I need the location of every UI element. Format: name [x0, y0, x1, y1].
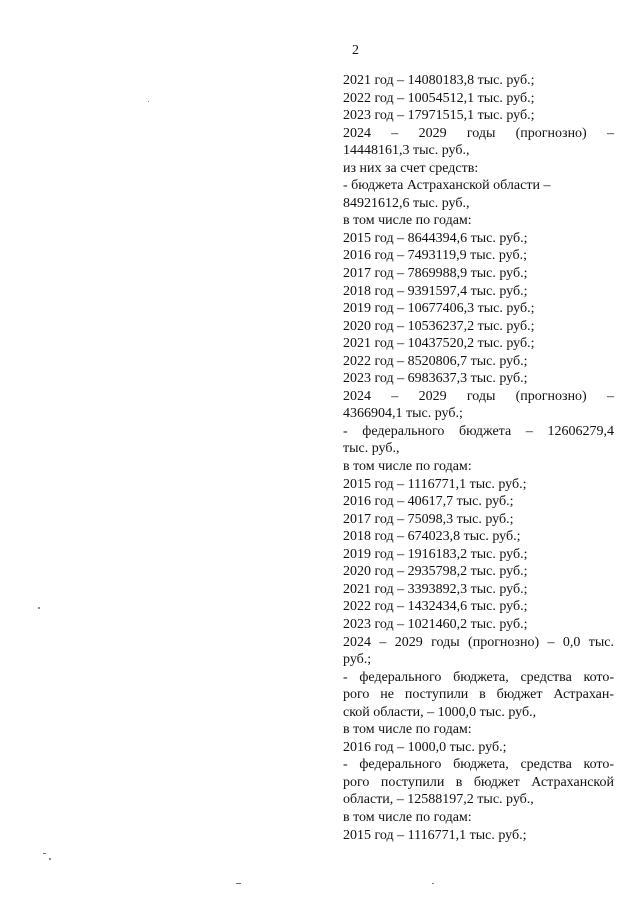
- text-line: в том числе по годам:: [343, 213, 472, 229]
- text-line: 2022 год – 1432434,6 тыс. руб.;: [343, 599, 528, 615]
- text-line: 2023 год – 1021460,2 тыс. руб.;: [343, 616, 528, 632]
- scan-speck: [236, 883, 241, 884]
- text-line: 2020 год – 2935798,2 тыс. руб.;: [343, 564, 528, 580]
- text-line: тыс. руб.,: [343, 441, 400, 457]
- text-line: области, – 12588197,2 тыс. руб.,: [343, 792, 534, 808]
- text-line: 2016 год – 40617,7 тыс. руб.;: [343, 494, 514, 510]
- text-line: рого поступили в бюджет Астраханской: [343, 774, 614, 790]
- text-line: рого не поступили в бюджет Астрахан-: [343, 687, 614, 703]
- text-line: руб.;: [343, 652, 372, 668]
- text-line: 2020 год – 10536237,2 тыс. руб.;: [343, 318, 535, 334]
- text-line: из них за счет средств:: [343, 160, 479, 176]
- text-line: 2017 год – 7869988,9 тыс. руб.;: [343, 266, 528, 282]
- text-line: 4366904,1 тыс. руб.;: [343, 406, 463, 422]
- scan-speck: [38, 607, 40, 609]
- text-line: 2022 год – 10054512,1 тыс. руб.;: [343, 90, 535, 106]
- text-line: ской области, – 1000,0 тыс. руб.,: [343, 704, 537, 720]
- text-line: 2022 год – 8520806,7 тыс. руб.;: [343, 353, 528, 369]
- text-line: 2023 год – 17971515,1 тыс. руб.;: [343, 108, 535, 124]
- page-number: 2: [352, 43, 359, 58]
- scan-speck: [49, 858, 51, 860]
- scan-speck: [432, 883, 434, 884]
- text-line: 2024 – 2029 годы (прогнозно) –: [343, 388, 614, 404]
- text-line: 2024 – 2029 годы (прогнозно) –: [343, 125, 614, 141]
- text-line: 2015 год – 8644394,6 тыс. руб.;: [343, 230, 528, 246]
- text-line: - бюджета Астраханской области –: [343, 178, 551, 194]
- scan-speck: [148, 101, 149, 102]
- text-line: 2018 год – 674023,8 тыс. руб.;: [343, 529, 521, 545]
- text-line: 2015 год – 1116771,1 тыс. руб.;: [343, 827, 527, 843]
- text-line: - федерального бюджета – 12606279,4: [343, 423, 614, 439]
- text-line: 2016 год – 7493119,9 тыс. руб.;: [343, 248, 527, 264]
- text-line: 2021 год – 3393892,3 тыс. руб.;: [343, 581, 528, 597]
- text-line: 2015 год – 1116771,1 тыс. руб.;: [343, 476, 527, 492]
- text-line: 84921612,6 тыс. руб.,: [343, 195, 470, 211]
- text-line: 2016 год – 1000,0 тыс. руб.;: [343, 739, 507, 755]
- scan-speck: [43, 853, 46, 854]
- text-line: 2018 год – 9391597,4 тыс. руб.;: [343, 283, 528, 299]
- text-line: - федерального бюджета, средства кото-: [343, 757, 614, 773]
- text-line: - федерального бюджета, средства кото-: [343, 669, 614, 685]
- text-line: 2019 год – 1916183,2 тыс. руб.;: [343, 546, 528, 562]
- text-line: в том числе по годам:: [343, 809, 472, 825]
- text-line: 2021 год – 14080183,8 тыс. руб.;: [343, 73, 535, 88]
- text-line: в том числе по годам:: [343, 722, 472, 738]
- text-line: в том числе по годам:: [343, 459, 472, 475]
- text-line: 2024 – 2029 годы (прогнозно) – 0,0 тыс.: [343, 634, 614, 650]
- funding-text-column: [343, 72, 614, 844]
- text-line: 14448161,3 тыс. руб.,: [343, 143, 470, 159]
- text-line: 2021 год – 10437520,2 тыс. руб.;: [343, 336, 535, 352]
- text-line: 2017 год – 75098,3 тыс. руб.;: [343, 511, 514, 527]
- text-line: 2019 год – 10677406,3 тыс. руб.;: [343, 301, 535, 317]
- text-line: 2023 год – 6983637,3 тыс. руб.;: [343, 371, 528, 387]
